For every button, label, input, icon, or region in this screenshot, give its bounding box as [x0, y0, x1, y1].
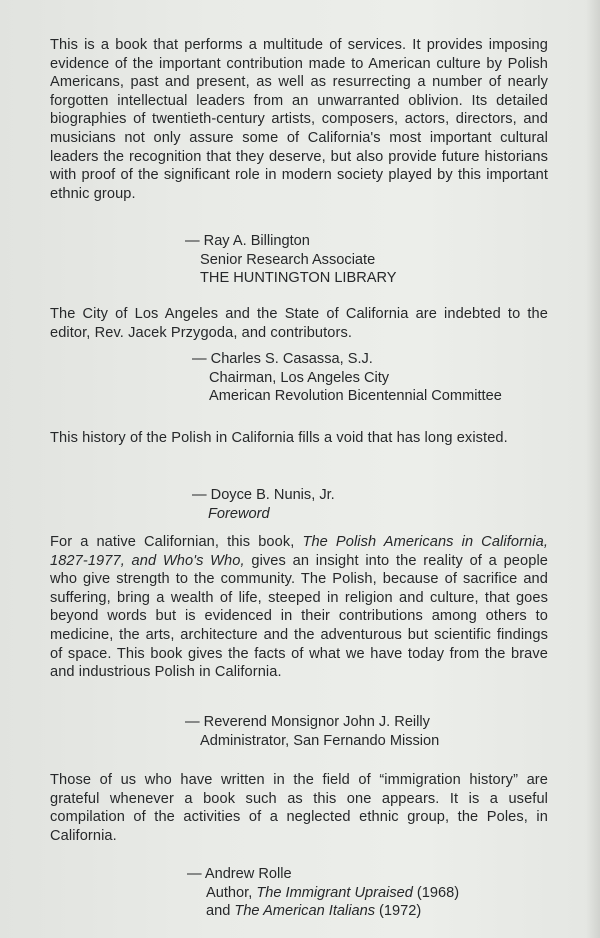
blurb-casassa-attribution: [192, 350, 502, 406]
blurb-reilly-text-before: For a native Californian, this book,: [50, 534, 303, 550]
blurb-nunis-text: This history of the Polish in California fills a void that has long existed.: [50, 430, 508, 446]
attribution-author: — Reverend Monsignor John J. Reilly: [185, 714, 430, 730]
attribution-title: Chairman, Los Angeles City: [209, 369, 390, 386]
blurb-rolle-text: Those of us who have written in the field of “immigration history” are grateful whenever a book such as this one appears. It is a useful compilation of the activities of a neglected ethnic group, the Poles, in California.: [50, 772, 548, 844]
blurb-reilly-attribution: [185, 713, 439, 750]
attribution-author: — Andrew Rolle: [187, 866, 292, 882]
attribution-role: Foreword: [208, 505, 270, 522]
attribution-committee: American Revolution Bicentennial Committee: [209, 388, 502, 405]
blurb-reilly-text: [50, 533, 548, 682]
attribution-institution: THE HUNTINGTON LIBRARY: [200, 270, 397, 287]
book-title: The Polish Americans in California, 1827-1977, and Who's Who,: [50, 534, 548, 569]
attribution-author: — Charles S. Casassa, S.J.: [192, 351, 373, 367]
attribution-author: — Doyce B. Nunis, Jr.: [192, 487, 335, 503]
attribution-title: Administrator, San Fernando Mission: [200, 732, 440, 749]
blurb-billington-text: This is a book that performs a multitude of services. It provides imposing evidence of the important contribution made to American culture by Polish Americans, past and present, as well as resurrecting a number of nearly forgotten intellectual leaders from an unwarranted oblivion. Its detailed biographies of twentieth-century artists, composers, actors, directors, and musicians not only assure some of California's most important cultural leaders the recognition that they deserve, but also provide future historians with proof of the significant role in modern society played by this important ethnic group.: [50, 37, 548, 202]
attribution-title: Senior Research Associate: [200, 251, 376, 268]
blurb-rolle-attribution: [187, 865, 459, 921]
blurb-reilly-text-after: gives an insight into the reality of a people who give strength to the community. The Polish, because of sacrifice and suffering, bring a wealth of life, steeped in religion and culture, that goes beyond words but is evidenced in their contributions among others to medicine, the arts, architecture and the adventurous but scientific findings of space. This book gives the facts of what we have today from the brave and industrious Polish in California.: [50, 552, 549, 681]
attribution-book-2: and The American Italians (1972): [206, 903, 422, 920]
blurb-casassa-text: The City of Los Angeles and the State of California are indebted to the editor, Rev. Jacek Przygoda, and contributors.: [50, 306, 548, 341]
attribution-book-1: Author, The Immigrant Upraised (1968): [206, 884, 460, 901]
blurb-billington-attribution: [185, 232, 397, 288]
attribution-author: — Ray A. Billington: [185, 233, 310, 249]
blurb-nunis-attribution: [192, 486, 335, 523]
